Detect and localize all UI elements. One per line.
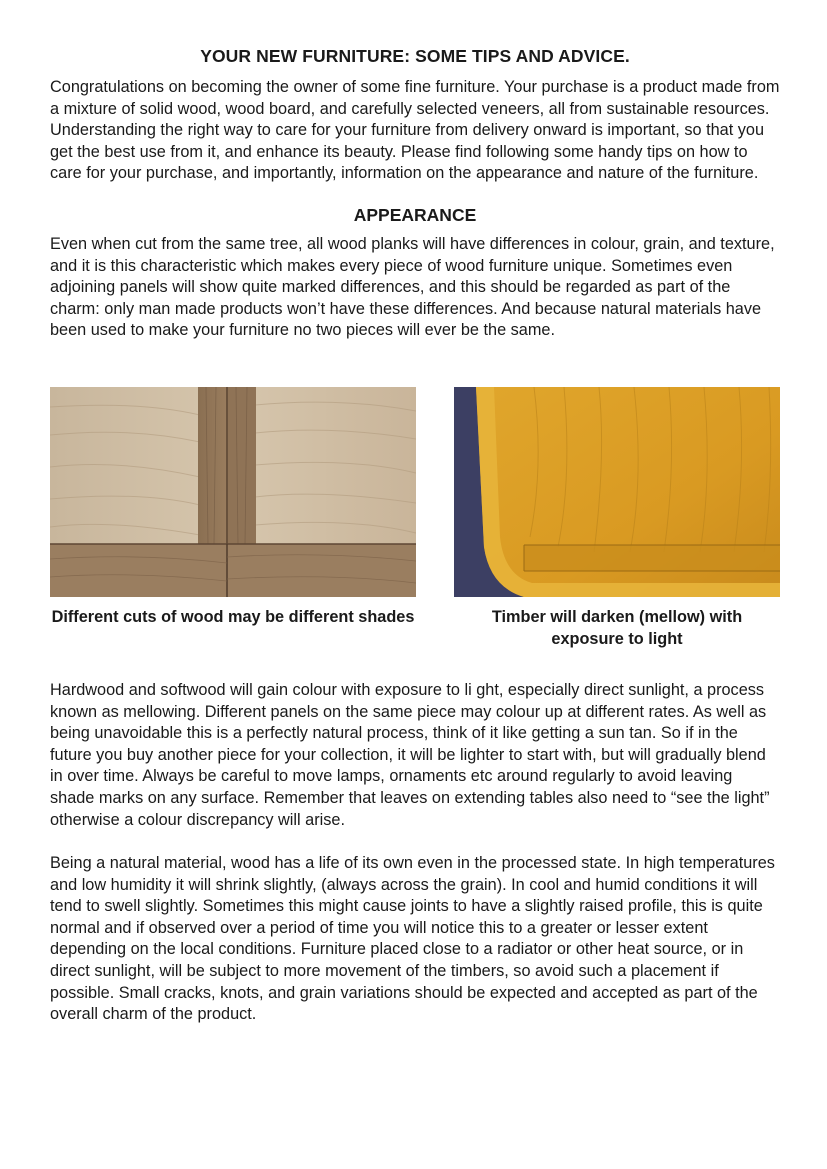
figure-caption-mellowing: Timber will darken (mellow) with exposure to light: [491, 607, 743, 648]
photo-row: [50, 387, 780, 650]
figure-wood-cuts: [50, 387, 416, 650]
yellowed-table-corner-photo: [454, 387, 780, 597]
oak-panels-photo: [50, 387, 416, 597]
document-page: [50, 46, 780, 1026]
mellowing-paragraph: Hardwood and softwood will gain colour with exposure to li ght, especially direct sunlight, a process known as mellowing. Different panels on the same piece may colour up at different rates. As well as being unavoidable this is a perfectly natural process, think of it like getting a sun tan. So if in the future you buy another piece for your collection, it will be lighter to start with, but will gradually blend in over time. Always be careful to move lamps, ornaments etc around regularly to avoid leaving shade marks on any surface. Remember that leaves on extending tables also need to “see the light” otherwise a colour discrepancy will arise.: [50, 680, 770, 829]
figure-mellowing: [454, 387, 780, 650]
page-title: YOUR NEW FURNITURE: SOME TIPS AND ADVICE.: [200, 46, 630, 66]
figure-caption-wood-cuts: Different cuts of wood may be different shades: [51, 607, 415, 626]
intro-paragraph: Congratulations on becoming the owner of some fine furniture. Your purchase is a product made from a mixture of solid wood, wood board, and carefully selected veneers, all from sustainable resources. Understanding the right way to care for your furniture from delivery onward is important, so that you get the best use from it, and enhance its beauty. Please find following some handy tips on how to care for your purchase, and importantly, information on the appearance and nature of the furniture.: [50, 78, 780, 183]
wood-nature-paragraph: Being a natural material, wood has a life of its own even in the processed state. In high temperatures and low humidity it will shrink slightly, (always across the grain). In cool and humid conditions it will tend to swell slightly. Sometimes this might cause joints to have a slightly raised profile, this is quite normal and if observed over a period of time you will notice this to a greater or lesser extent depending on the local conditions. Furniture placed close to a radiator or other heat source, or in direct sunlight, will be subject to more movement of the timbers, so avoid such a placement if possible. Small cracks, knots, and grain variations should be expected and accepted as part of the overall charm of the product.: [50, 854, 775, 1024]
section-heading-appearance: APPEARANCE: [353, 204, 477, 225]
appearance-paragraph: Even when cut from the same tree, all wood planks will have differences in colour, grain, and texture, and it is this characteristic which makes every piece of wood furniture unique. Sometimes even adjoining panels will show quite marked differences, and this should be regarded as part of the charm: only man made products won’t have these differences. And because natural materials have been used to make your furniture no two pieces will ever be the same.: [50, 234, 775, 340]
